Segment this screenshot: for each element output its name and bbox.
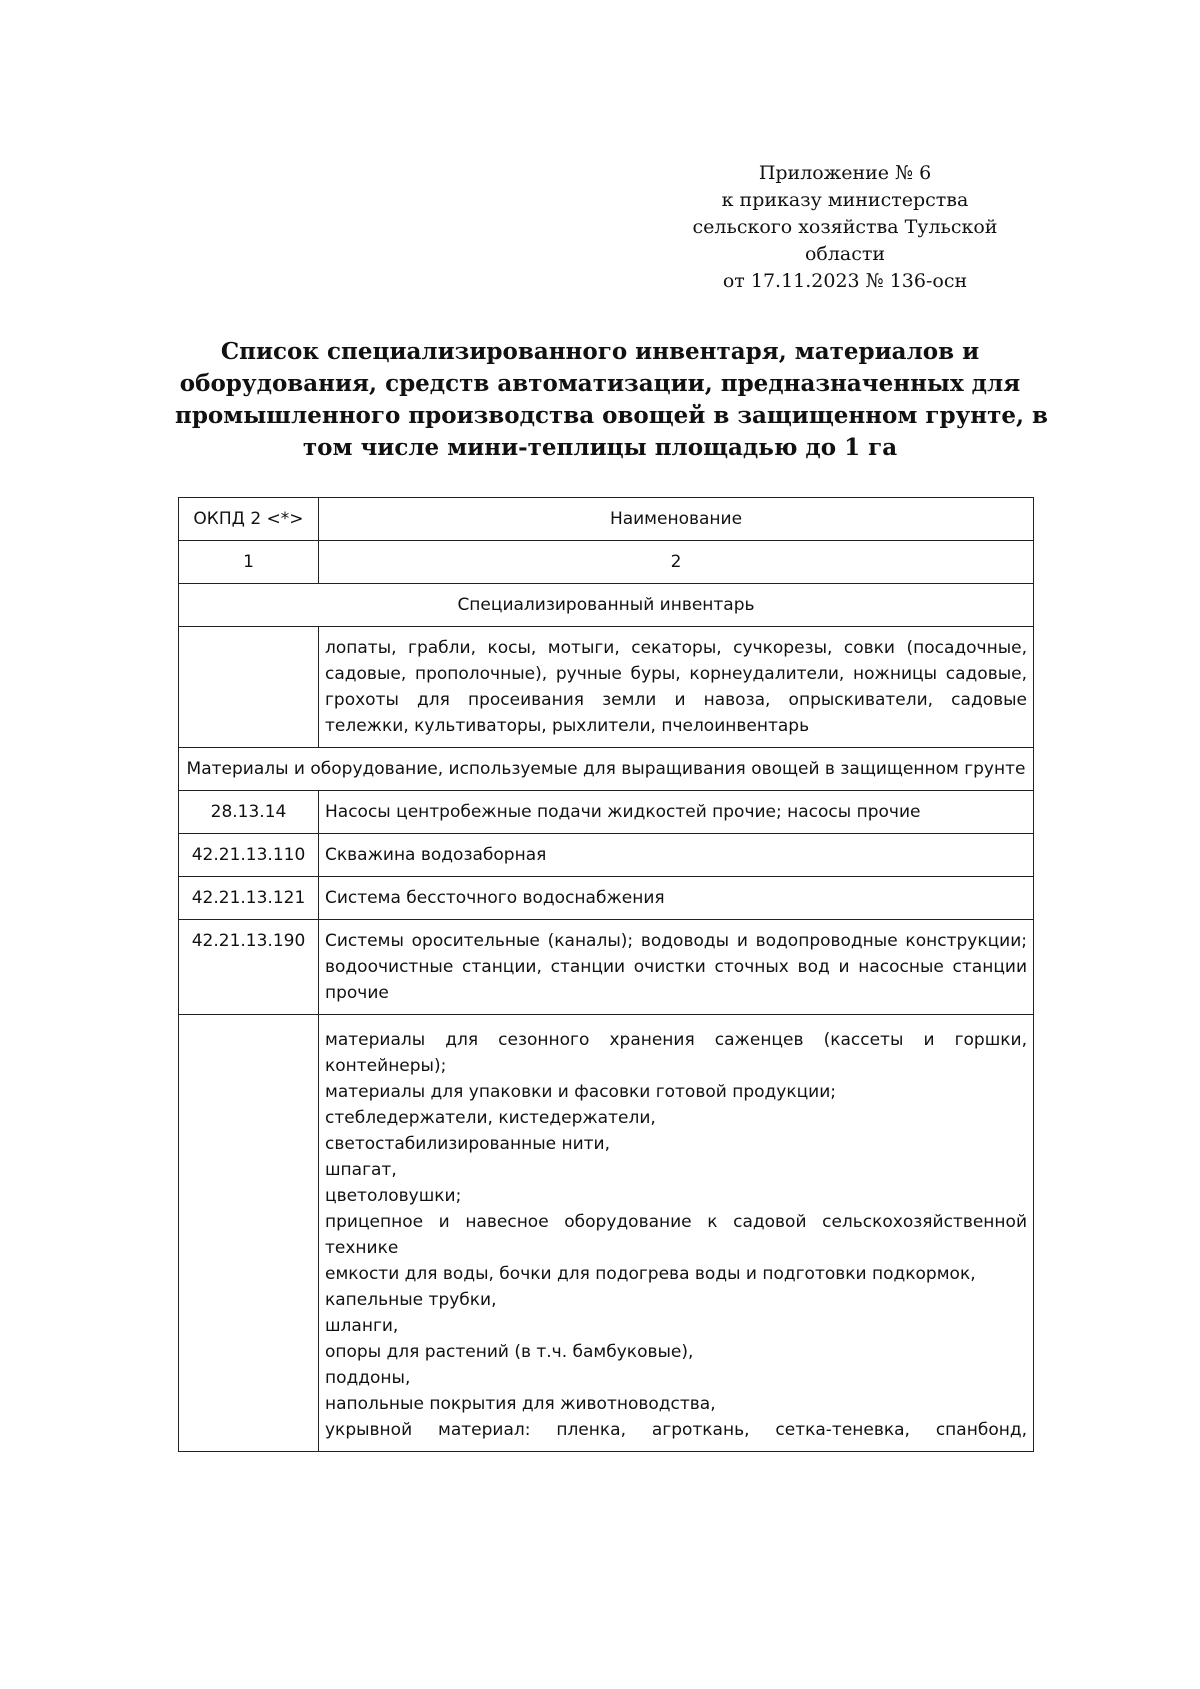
list-item: цветоловушки; [325,1186,462,1206]
list-item: поддоны, [325,1368,411,1388]
materials-list-cell [319,1015,1034,1452]
header-name: Наименование [319,498,1034,541]
table-row [179,920,1034,1015]
okpd-code-cell: 28.13.14 [179,791,319,834]
list-item: материалы для сезонного хранения саженцев (кассеты и горшки, контейнеры); [325,1030,1027,1076]
list-item: прицепное и навесное оборудование к садовой сельскохозяйственной технике [325,1212,1027,1258]
list-item: материалы для упаковки и фасовки готовой продукции; [325,1082,836,1102]
list-item: шланги, [325,1316,399,1336]
appendix-line: Приложение № 6 [758,162,932,184]
code-cell-empty [179,627,319,748]
list-item: шпагат, [325,1160,397,1180]
appendix-header [660,160,1030,295]
list-item: стебледержатели, кистедержатели, [325,1108,656,1128]
header-code: ОКПД 2 <*> [179,498,319,541]
list-item: емкости для воды, бочки для подогрева воды и подготовки подкормок, [325,1264,976,1284]
appendix-line: к приказу министерства [721,189,969,211]
document-title [175,336,1049,464]
section-title-materials: Материалы и оборудование, используемые для выращивания овощей в защищенном грунте [179,748,1034,791]
table-row [179,877,1034,920]
section-header-row [179,584,1034,627]
title-line: том числе мини-теплицы площадью до 1 га [302,434,898,461]
list-item: укрывной материал: пленка, агроткань, сетка-теневка, спанбонд, [325,1420,1027,1440]
table-row [179,834,1034,877]
item-name-cell: Система бессточного водоснабжения [319,877,1034,920]
okpd-table [178,497,1034,1452]
okpd-code-cell: 42.21.13.121 [179,877,319,920]
section-header-row [179,748,1034,791]
code-cell-empty [179,1015,319,1452]
item-name-cell: Скважина водозаборная [319,834,1034,877]
list-item: светостабилизированные нити, [325,1134,610,1154]
table-row [179,1015,1034,1452]
title-line: Список специализированного инвентаря, материалов и [220,338,980,365]
item-name-cell: Насосы центробежные подачи жидкостей прочие; насосы прочие [319,791,1034,834]
table-row [179,627,1034,748]
table-header-row [179,498,1034,541]
okpd-code-cell: 42.21.13.190 [179,920,319,1015]
section-title-inventory: Специализированный инвентарь [179,584,1034,627]
appendix-line: сельского хозяйства Тульской [692,216,998,238]
title-line: оборудования, средств автоматизации, предназначенных для [179,370,1021,397]
item-name-cell: Системы оросительные (каналы); водоводы и водопроводные конструкции; водоочистные станции, станции очистки сточных вод и насосные станции прочие [319,920,1034,1015]
okpd-code-cell: 42.21.13.110 [179,834,319,877]
table-row [179,791,1034,834]
numbering-name: 2 [319,541,1034,584]
numbering-code: 1 [179,541,319,584]
appendix-line: от 17.11.2023 № 136-осн [722,270,968,292]
list-item: опоры для растений (в т.ч. бамбуковые), [325,1342,694,1362]
inventory-list-cell: лопаты, грабли, косы, мотыги, секаторы, сучкорезы, совки (посадочные, садовые, прополочные), ручные буры, корнеудалители, ножницы садовые, грохоты для просеивания земли и навоза, опрыскиватели, садовые тележки, культиваторы, рыхлители, пчелоинвентарь [319,627,1034,748]
list-item: капельные трубки, [325,1290,497,1310]
table-numbering-row [179,541,1034,584]
list-item: напольные покрытия для животноводства, [325,1394,716,1414]
appendix-line: области [804,243,886,265]
title-line: промышленного производства овощей в защищенном грунте, в [175,402,1049,429]
